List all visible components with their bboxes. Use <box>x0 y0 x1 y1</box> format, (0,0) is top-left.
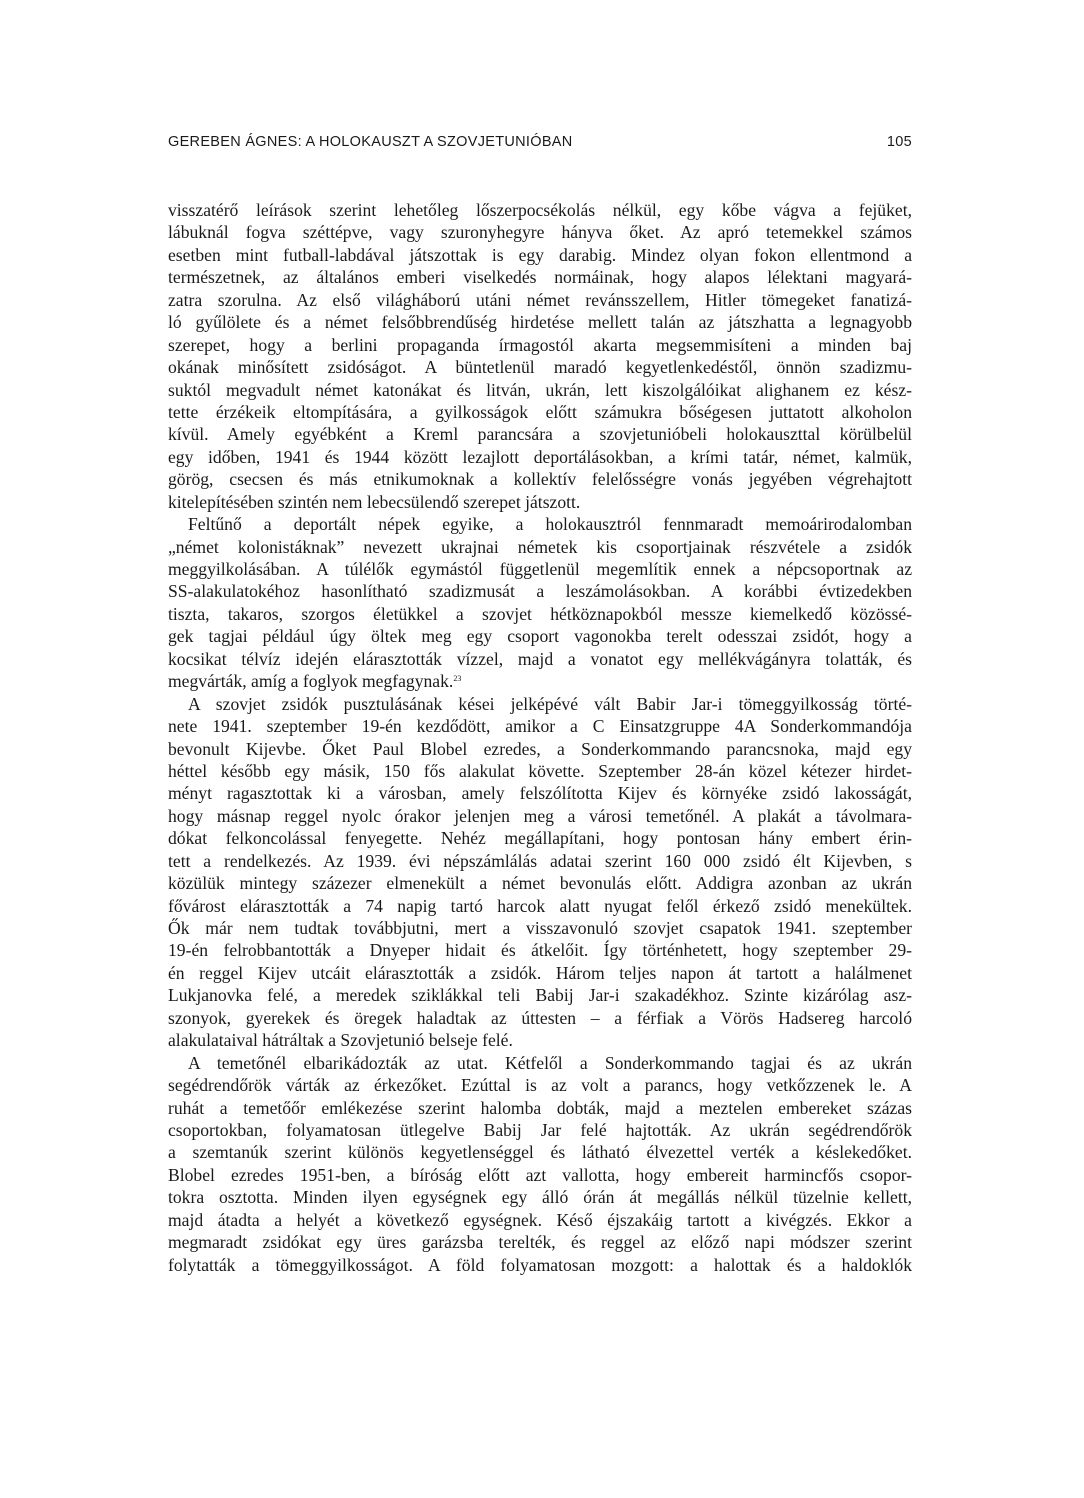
text-line: ló gyűlölete és a német felsőbbrendűség hirdetése mellett talán az játszhatta a legnagyobb <box>168 312 912 333</box>
text-line: szonyok, gyerekek és öregek haladtak az úttesten – a férfiak a Vörös Hadsereg harcoló <box>168 1007 912 1028</box>
paragraph-1 <box>168 199 912 513</box>
text-line: tett a rendelkezés. Az 1939. évi népszámlálás adatai szerint 160 000 zsidó élt Kijevben, s <box>168 850 912 871</box>
text-line: dókat felkoncolással fenyegette. Nehéz megállapítani, hogy pontosan hány embert érin- <box>168 828 912 849</box>
text-line: hogy másnap reggel nyolc órakor jelenjen meg a városi temetőnél. A plakát a távolmara- <box>168 805 912 826</box>
text-line: csoportokban, folyamatosan ütlegelve Babij Jar felé hajtották. Az ukrán segédrendőrök <box>168 1119 912 1140</box>
text-line: folytatták a tömeggyilkosságot. A föld folyamatosan mozgott: a halottak és a haldoklók <box>168 1254 912 1275</box>
paragraph-2 <box>168 513 912 693</box>
text-line: természetnek, az általános emberi viselkedés normáinak, hogy alapos lélektani magyará- <box>168 267 912 288</box>
text-line: tokra osztotta. Minden ilyen egységnek egy álló órán át megállás nélkül tüzelnie kellett, <box>168 1187 912 1208</box>
text-line-content: megvárták, amíg a foglyok megfagynak. <box>168 671 454 692</box>
text-line: okának minősített zsidóságot. A büntetlenül maradó kegyetlenkedéstől, önnön szadizmu- <box>168 357 912 378</box>
text-line: visszatérő leírások szerint lehetőleg lőszerpocsékolás nélkül, egy kőbe vágva a fejüket, <box>168 200 912 220</box>
text-line: megmaradt zsidókat egy üres garázsba terelték, és reggel az előző napi módszer szerint <box>168 1232 912 1253</box>
text-line: nete 1941. szeptember 19-én kezdődött, amikor a C Einsatzgruppe 4A Sonderkommandója <box>168 716 912 737</box>
text-line: SS-alakulatokéhoz hasonlítható szadizmusát a leszámolásokban. A korábbi évtizedekben <box>168 581 912 602</box>
text-line: fővárost elárasztották a 74 napig tartó harcok alatt nyugat felől érkező zsidó menekültek. <box>168 895 912 916</box>
text-line: alakulataival hátráltak a Szovjetunió belseje felé. <box>168 1030 513 1051</box>
paragraph-3 <box>168 693 912 1052</box>
text-line: majd átadta a helyét a következő egységnek. Késő éjszakáig tartott a kivégzés. Ekkor a <box>168 1209 912 1230</box>
text-line: tiszta, takaros, szorgos életükkel a szovjet hétköznapokból messze kiemelkedő közössé- <box>168 603 912 624</box>
text-line: tette érzékeik eltompítására, a gyilkosságok előtt számukra bőségesen juttatott alkoholon <box>168 401 912 422</box>
text-line: gek tagjai például úgy öltek meg egy csoport vagonokba terelt odesszai zsidót, hogy a <box>168 626 912 647</box>
text-line: egy időben, 1941 és 1944 között lezajlott deportálásokban, a krími tatár, német, kalmük, <box>168 446 912 467</box>
text-line: A szovjet zsidók pusztulásának kései jelképévé vált Babir Jar-i tömeggyilkosság törté- <box>188 693 912 714</box>
text-line: 19-én felrobbantották a Dnyeper hidait és átkelőit. Így történhetett, hogy szeptember 29- <box>168 940 912 961</box>
text-line: „német kolonistáknak” nevezett ukrajnai németek kis csoportjainak részvétele a zsidók <box>168 536 912 557</box>
running-title: GEREBEN ÁGNES: A HOLOKAUSZT A SZOVJETUNIÓBAN <box>168 134 573 150</box>
text-line: esetben mint futball-labdával játszottak is egy darabig. Mindez olyan fokon ellentmond a <box>168 244 912 265</box>
text-line: Feltűnő a deportált népek egyike, a holokausztról fennmaradt memoárirodalomban <box>188 514 912 535</box>
text-line: görög, csecsen és más etnikumoknak a kollektív felelősségre vonás jegyében végrehajtott <box>168 469 912 490</box>
text-line: lábuknál fogva széttépve, vagy szuronyhegyre hányva őket. Az apró tetemekkel számos <box>168 222 912 243</box>
text-line: Blobel ezredes 1951-ben, a bíróság előtt azt vallotta, hogy embereit harmincfős csopor- <box>168 1164 912 1185</box>
text-line: szerepet, hogy a berlini propaganda írmagostól akarta megsemmisíteni a minden baj <box>168 334 912 355</box>
text-line: Lukjanovka felé, a meredek sziklákkal teli Babij Jar-i szakadékhoz. Szinte kizárólag asz- <box>168 985 912 1006</box>
text-line: közülük mintegy százezer elmenekült a német bevonulás előtt. Addigra azonban az ukrán <box>168 873 912 894</box>
text-line <box>168 670 912 692</box>
footnote-reference[interactable]: 23 <box>453 674 462 684</box>
text-line: kitelepítésében szintén nem lebecsülendő szerepet játszott. <box>168 491 581 512</box>
page-number: 105 <box>886 134 912 150</box>
text-line: a szemtanúk szerint különös kegyetlenséggel és látható élvezettel verték a késlekedőket. <box>168 1142 912 1163</box>
text-line: ményt ragasztottak ki a városban, amely felszólította Kijev és környéke zsidó lakosságát, <box>168 783 912 804</box>
text-line: kívül. Amely egyébként a Kreml parancsára a szovjetunióbeli holokauszttal körülbelül <box>168 424 912 445</box>
text-line: én reggel Kijev utcáit elárasztották a zsidók. Három teljes napon át tartott a halálmenet <box>168 962 912 983</box>
text-line: suktól megvadult német katonákat és litván, ukrán, lett kiszolgálóikat alighanem ez kész- <box>168 379 912 400</box>
text-line: kocsikat télvíz idején elárasztották vízzel, majd a vonatot egy mellékvágányra tolatták, és <box>168 648 912 669</box>
text-line: A temetőnél elbarikádozták az utat. Kétfelől a Sonderkommando tagjai és az ukrán <box>188 1052 912 1073</box>
text-line: ruhát a temetőőr emlékezése szerint halomba dobták, majd a meztelen embereket százas <box>168 1097 912 1118</box>
text-line: bevonult Kijevbe. Őket Paul Blobel ezredes, a Sonderkommando parancsnoka, majd egy <box>168 738 912 759</box>
text-line: Ők már nem tudtak továbbjutni, mert a visszavonuló szovjet csapatok 1941. szeptember <box>168 918 912 938</box>
paragraph-4 <box>168 1052 912 1276</box>
text-line: héttel később egy másik, 150 fős alakulat követte. Szeptember 28-án közel kétezer hirdet- <box>168 760 912 781</box>
body-text <box>168 199 912 1276</box>
running-header <box>168 134 912 156</box>
text-line: segédrendőrök várták az érkezőket. Ezúttal is az volt a parancs, hogy vetkőzzenek le. A <box>168 1075 912 1096</box>
text-line: meggyilkolásában. A túlélők egymástól függetlenül megemlítik ennek a népcsoportnak az <box>168 559 912 579</box>
text-line: zatra szorulna. Az első világháború utáni német revánsszellem, Hitler tömegeket fanatizá- <box>168 289 912 310</box>
